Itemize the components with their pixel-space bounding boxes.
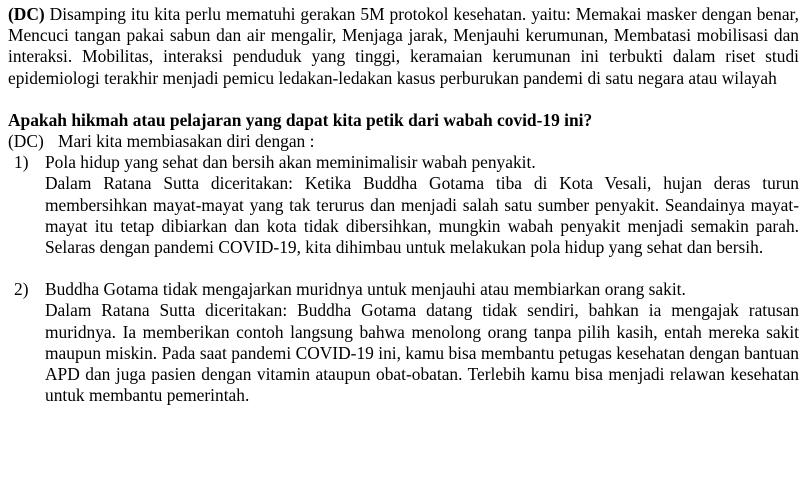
- answer-intro-text: Mari kita membiasakan diri dengan :: [58, 131, 315, 152]
- list-item-body: Dalam Ratana Sutta diceritakan: Ketika Buddha Gotama tiba di Kota Vesali, hujan deras turun membersihkan mayat-mayat yang tak terurus dan menjadi salah satu sumber penyakit. Seandainya mayat-mayat itu tetap dibiarkan dan kota tidak dibersihkan, mungkin wabah penyakit menjadi semakin parah. Selaras dengan pandemi COVID-19, kita dihimbau untuk melakukan pola hidup yang sehat dan bersih.: [45, 173, 799, 258]
- spacer: [8, 89, 799, 110]
- list-item-number: 2): [14, 279, 29, 300]
- list-item-heading: Pola hidup yang sehat dan bersih akan meminimalisir wabah penyakit.: [45, 152, 536, 173]
- list-item: [8, 279, 799, 406]
- list-item-number: 1): [14, 152, 29, 173]
- spacer: [8, 258, 799, 279]
- list-item: [8, 152, 799, 258]
- answer-label: (DC): [8, 131, 44, 152]
- question-heading: Apakah hikmah atau pelajaran yang dapat kita petik dari wabah covid-19 ini?: [8, 109, 593, 130]
- intro-paragraph: [8, 4, 799, 89]
- answer-intro: [8, 131, 799, 152]
- paragraph-label: (DC): [8, 4, 45, 24]
- list-item-body: Dalam Ratana Sutta diceritakan: Buddha Gotama datang tidak sendiri, bahkan ia mengajak ratusan muridnya. Ia memberikan contoh langsung bahwa menolong orang tanpa pilih kasih, entah mereka sakit maupun miskin. Pada saat pandemi COVID-19 ini, kamu bisa membantu petugas kesehatan dengan bantuan APD dan juga pasien dengan vitamin ataupun obat-obatan. Terlebih kamu bisa menjadi relawan kesehatan untuk membantu pemerintah.: [45, 300, 799, 406]
- list-item-heading: Buddha Gotama tidak mengajarkan muridnya untuk menjauhi atau membiarkan orang sakit.: [45, 279, 686, 300]
- paragraph-text: Disamping itu kita perlu mematuhi gerakan 5M protokol kesehatan. yaitu: Memakai masker dengan benar, Mencuci tangan pakai sabun dan air mengalir, Menjaga jarak, Menjauhi kerumunan, Membatasi mobilisasi dan interaksi. Mobilitas, interaksi penduduk yang tinggi, keramaian kerumunan ini terbukti dalam riset studi epidemiologi terakhir menjadi pemicu ledakan-ledakan kasus perburukan pandemi di satu negara atau wilayah: [8, 4, 799, 88]
- list-item-content: [45, 279, 799, 406]
- list-item-content: [45, 152, 799, 258]
